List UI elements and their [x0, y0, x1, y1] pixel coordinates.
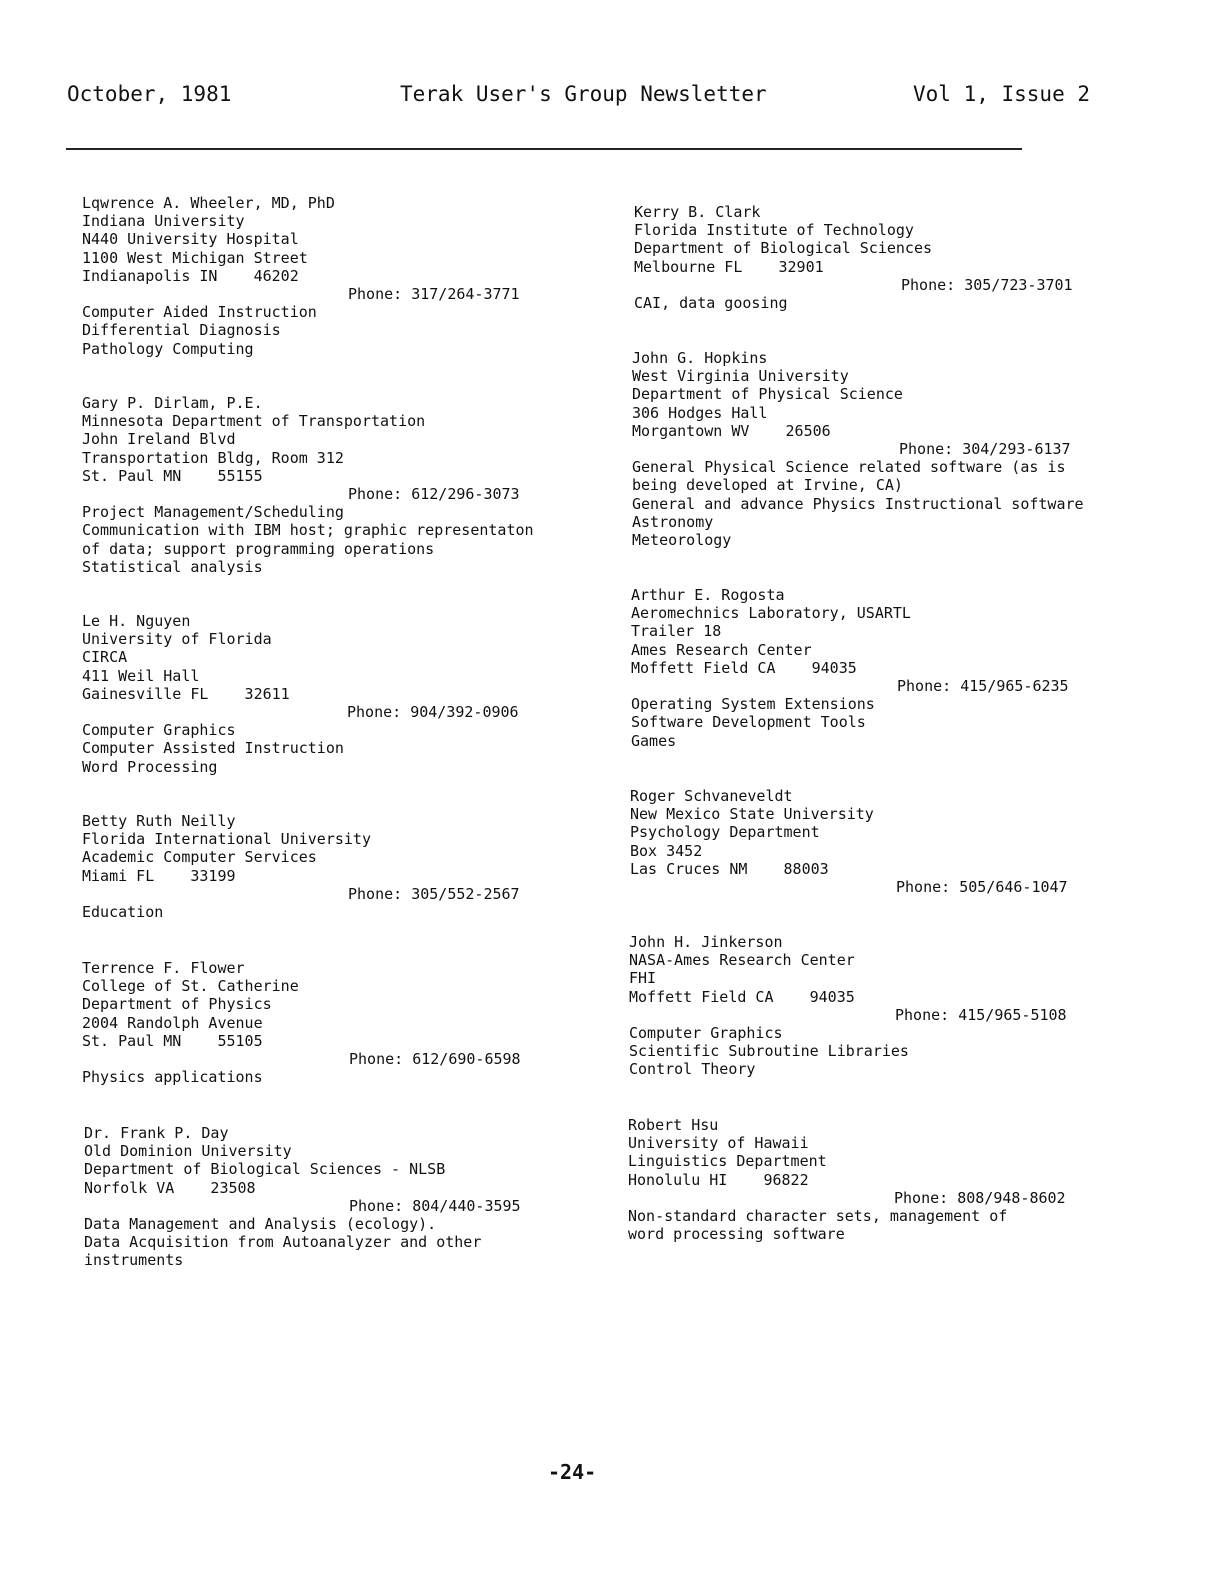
interest-line: Non-standard character sets, management of [628, 1206, 1008, 1225]
member-entry [631, 586, 1069, 750]
address-line: Department of Physical Science [632, 385, 903, 404]
address-line: Linguistics Department [628, 1152, 827, 1171]
address-line: Moffett Field CA 94035 [631, 658, 857, 677]
address-line: St. Paul MN 55155 [82, 466, 263, 485]
address-line: University of Hawaii [628, 1134, 809, 1153]
address-line: Florida International University [82, 830, 371, 849]
phone-number: Phone: 305/723-3701 [901, 275, 1073, 294]
member-name: Terrence F. Flower [82, 959, 245, 977]
interest-line: Computer Graphics [629, 1023, 783, 1042]
address-line: Moffett Field CA 94035 [629, 987, 855, 1006]
address-line: Department of Biological Sciences [634, 239, 933, 258]
member-name: Robert Hsu [628, 1116, 719, 1134]
address-line: Gainesville FL 32611 [82, 684, 290, 703]
interest-line: Computer Graphics [82, 721, 236, 740]
member-entry [628, 1116, 1066, 1243]
member-entry [629, 933, 1067, 1079]
member-name: John G. Hopkins [632, 349, 768, 367]
interest-line: Computer Assisted Instruction [82, 739, 344, 758]
header-rule [66, 148, 1022, 150]
phone-number: Phone: 804/440-3595 [349, 1196, 521, 1215]
phone-number: Phone: 808/948-8602 [894, 1188, 1066, 1207]
member-entry [82, 812, 520, 921]
member-entry [634, 203, 1073, 312]
interest-line: Data Acquisition from Autoanalyzer and other [84, 1233, 482, 1252]
address-line: Norfolk VA 23508 [84, 1178, 256, 1197]
address-line: CIRCA [82, 648, 128, 667]
phone-number: Phone: 317/264-3771 [348, 284, 520, 303]
address-line: Minnesota Department of Transportation [82, 412, 426, 431]
address-line: Old Dominion University [84, 1142, 292, 1161]
address-line: 2004 Randolph Avenue [82, 1013, 263, 1032]
address-line: College of St. Catherine [82, 977, 299, 996]
volume-issue: Vol 1, Issue 2 [913, 82, 1091, 106]
address-line: Box 3452 [630, 841, 703, 860]
member-name: Arthur E. Rogosta [631, 586, 785, 604]
address-line: Honolulu HI 96822 [628, 1170, 809, 1189]
interest-line: CAI, data goosing [634, 293, 788, 312]
address-line: FHI [629, 969, 657, 988]
address-line: 411 Weil Hall [82, 666, 200, 685]
interest-line: Physics applications [82, 1068, 263, 1087]
interest-line: Education [82, 902, 164, 921]
interest-line: Meteorology [632, 530, 732, 549]
phone-number: Phone: 304/293-6137 [899, 439, 1071, 458]
interest-line: Software Development Tools [631, 713, 866, 732]
header-date: October, 1981 [67, 82, 232, 106]
interest-line: Project Management/Scheduling [82, 503, 344, 522]
phone-number: Phone: 415/965-5108 [895, 1005, 1067, 1024]
address-line: Florida Institute of Technology [634, 221, 914, 240]
member-name: John H. Jinkerson [629, 933, 783, 951]
phone-number: Phone: 904/392-0906 [347, 702, 519, 721]
member-entry [84, 1124, 521, 1270]
address-line: New Mexico State University [630, 805, 874, 824]
address-line: Aeromechnics Laboratory, USARTL [631, 604, 911, 623]
member-name: Lqwrence A. Wheeler, MD, PhD [82, 194, 335, 212]
address-line: Indiana University [82, 212, 245, 231]
interest-line: Pathology Computing [82, 339, 254, 358]
member-name: Roger Schvaneveldt [630, 787, 793, 805]
interest-line: Control Theory [629, 1060, 756, 1079]
address-line: University of Florida [82, 630, 272, 649]
interest-line: Computer Aided Instruction [82, 303, 317, 322]
address-line: Academic Computer Services [82, 848, 317, 867]
member-name: Kerry B. Clark [634, 203, 761, 221]
interest-line: word processing software [628, 1225, 845, 1244]
address-line: Miami FL 33199 [82, 866, 236, 885]
phone-number: Phone: 305/552-2567 [348, 884, 520, 903]
address-line: Trailer 18 [631, 622, 722, 641]
interest-line: Astronomy [632, 512, 714, 531]
member-entry [82, 612, 519, 776]
phone-number: Phone: 415/965-6235 [897, 676, 1069, 695]
page-number: -24- [548, 1460, 597, 1484]
interest-line: General and advance Physics Instructional software [632, 494, 1084, 513]
member-entry [82, 194, 520, 358]
interest-line: Data Management and Analysis (ecology). [84, 1214, 437, 1233]
address-line: NASA-Ames Research Center [629, 951, 855, 970]
newsletter-title: Terak User's Group Newsletter [400, 82, 767, 106]
member-entry [82, 959, 521, 1086]
address-line: Psychology Department [630, 823, 820, 842]
address-line: John Ireland Blvd [82, 430, 236, 449]
address-line: Transportation Bldg, Room 312 [82, 448, 344, 467]
address-line: St. Paul MN 55105 [82, 1031, 263, 1050]
member-entry [630, 787, 1068, 896]
interest-line: Word Processing [82, 757, 218, 776]
member-name: Dr. Frank P. Day [84, 1124, 229, 1142]
address-line: Department of Physics [82, 995, 272, 1014]
interest-line: Scientific Subroutine Libraries [629, 1042, 909, 1061]
phone-number: Phone: 612/296-3073 [348, 484, 520, 503]
address-line: Morgantown WV 26506 [632, 421, 831, 440]
address-line: 1100 West Michigan Street [82, 248, 308, 267]
interest-line: Differential Diagnosis [82, 321, 281, 340]
phone-number: Phone: 505/646-1047 [896, 877, 1068, 896]
interest-line: General Physical Science related software (as is [632, 458, 1066, 477]
interest-line: Games [631, 731, 677, 750]
address-line: 306 Hodges Hall [632, 403, 768, 422]
address-line: Las Cruces NM 88003 [630, 859, 829, 878]
phone-number: Phone: 612/690-6598 [349, 1049, 521, 1068]
address-line: Melbourne FL 32901 [634, 257, 824, 276]
member-name: Le H. Nguyen [82, 612, 191, 630]
member-name: Betty Ruth Neilly [82, 812, 236, 830]
address-line: West Virginia University [632, 367, 849, 386]
address-line: N440 University Hospital [82, 230, 299, 249]
interest-line: being developed at Irvine, CA) [632, 476, 903, 495]
address-line: Indianapolis IN 46202 [82, 266, 299, 285]
interest-line: of data; support programming operations [82, 539, 435, 558]
interest-line: Statistical analysis [82, 557, 263, 576]
member-entry [632, 349, 1084, 549]
address-line: Ames Research Center [631, 640, 812, 659]
member-entry [82, 394, 534, 576]
member-name: Gary P. Dirlam, P.E. [82, 394, 263, 412]
address-line: Department of Biological Sciences - NLSB [84, 1160, 446, 1179]
interest-line: instruments [84, 1251, 184, 1270]
interest-line: Operating System Extensions [631, 695, 875, 714]
interest-line: Communication with IBM host; graphic representaton [82, 521, 534, 540]
